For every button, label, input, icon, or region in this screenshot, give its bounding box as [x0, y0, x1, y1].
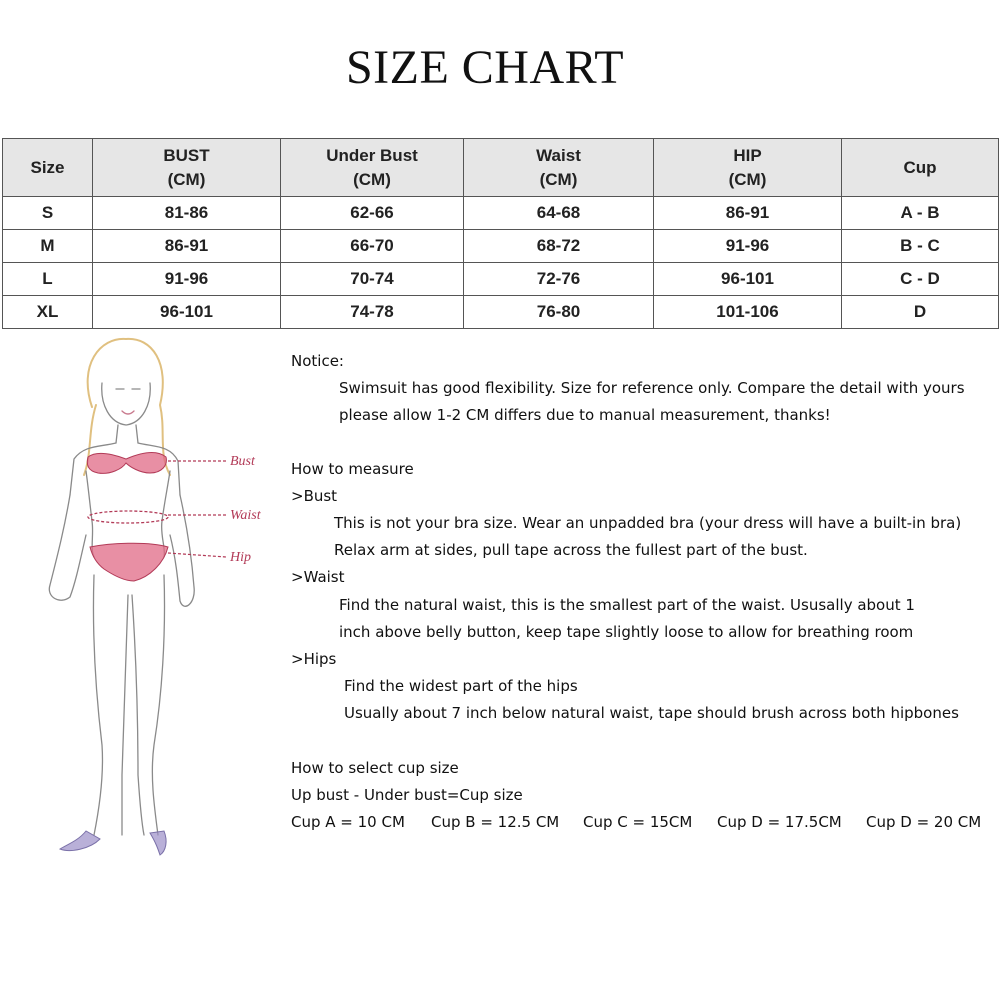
cup-value: Cup D = 20 CM	[866, 813, 982, 831]
label-waist: Waist	[230, 508, 261, 523]
cup-value: Cup D = 17.5CM	[717, 813, 842, 831]
label-hip: Hip	[230, 550, 251, 565]
table-cell: 91-96	[654, 230, 842, 263]
table-header-row	[3, 139, 999, 197]
table-cell: 66-70	[281, 230, 464, 263]
header-bust: BUST (CM)	[93, 139, 281, 197]
table-cell: 86-91	[93, 230, 281, 263]
waist-text: inch above belly button, keep tape slightly loose to allow for breathing room	[339, 623, 914, 641]
cup-value: Cup C = 15CM	[583, 813, 693, 831]
table-cell: 62-66	[281, 197, 464, 230]
table-row	[3, 296, 999, 329]
table-cell: 101-106	[654, 296, 842, 329]
table-row	[3, 263, 999, 296]
size-table	[2, 138, 999, 329]
table-row	[3, 197, 999, 230]
table-cell: 96-101	[654, 263, 842, 296]
table-cell: 68-72	[464, 230, 654, 263]
cup-value: Cup A = 10 CM	[291, 813, 405, 831]
header-size: Size	[3, 139, 93, 197]
hips-text: Find the widest part of the hips	[344, 677, 578, 695]
header-waist: Waist (CM)	[464, 139, 654, 197]
table-cell: C - D	[842, 263, 999, 296]
notice-text: Swimsuit has good flexibility. Size for reference only. Compare the detail with yours	[339, 379, 965, 397]
page-title: SIZE CHART	[345, 41, 625, 94]
table-cell: D	[842, 296, 999, 329]
bust-text: This is not your bra size. Wear an unpadded bra (your dress will have a built-in bra)	[334, 514, 962, 532]
table-cell: M	[3, 230, 93, 263]
table-cell: B - C	[842, 230, 999, 263]
table-cell: 74-78	[281, 296, 464, 329]
header-hip: HIP (CM)	[654, 139, 842, 197]
header-cup: Cup	[842, 139, 999, 197]
table-cell: XL	[3, 296, 93, 329]
table-cell: 96-101	[93, 296, 281, 329]
table-cell: 64-68	[464, 197, 654, 230]
table-cell: A - B	[842, 197, 999, 230]
table-cell: 91-96	[93, 263, 281, 296]
notice-text: please allow 1-2 CM differs due to manual measurement, thanks!	[339, 406, 831, 424]
label-bust: Bust	[230, 454, 255, 469]
cup-value: Cup B = 12.5 CM	[431, 813, 560, 831]
bust-text: Relax arm at sides, pull tape across the fullest part of the bust.	[334, 541, 808, 559]
header-under-bust: Under Bust (CM)	[281, 139, 464, 197]
table-cell: 81-86	[93, 197, 281, 230]
hips-heading: >Hips	[291, 650, 337, 668]
notice-heading: Notice:	[291, 352, 344, 370]
how-to-measure-heading: How to measure	[291, 460, 414, 478]
cup-formula: Up bust - Under bust=Cup size	[291, 786, 523, 804]
body-measurement-illustration	[30, 335, 280, 865]
table-cell: L	[3, 263, 93, 296]
table-cell: 86-91	[654, 197, 842, 230]
cup-heading: How to select cup size	[291, 759, 459, 777]
waist-heading: >Waist	[291, 568, 345, 586]
table-cell: 76-80	[464, 296, 654, 329]
hips-text: Usually about 7 inch below natural waist, tape should brush across both hipbones	[344, 704, 959, 722]
table-cell: 70-74	[281, 263, 464, 296]
bust-heading: >Bust	[291, 487, 338, 505]
table-cell: 72-76	[464, 263, 654, 296]
waist-text: Find the natural waist, this is the smallest part of the waist. Ususally about 1	[339, 596, 915, 614]
table-cell: S	[3, 197, 93, 230]
table-row	[3, 230, 999, 263]
